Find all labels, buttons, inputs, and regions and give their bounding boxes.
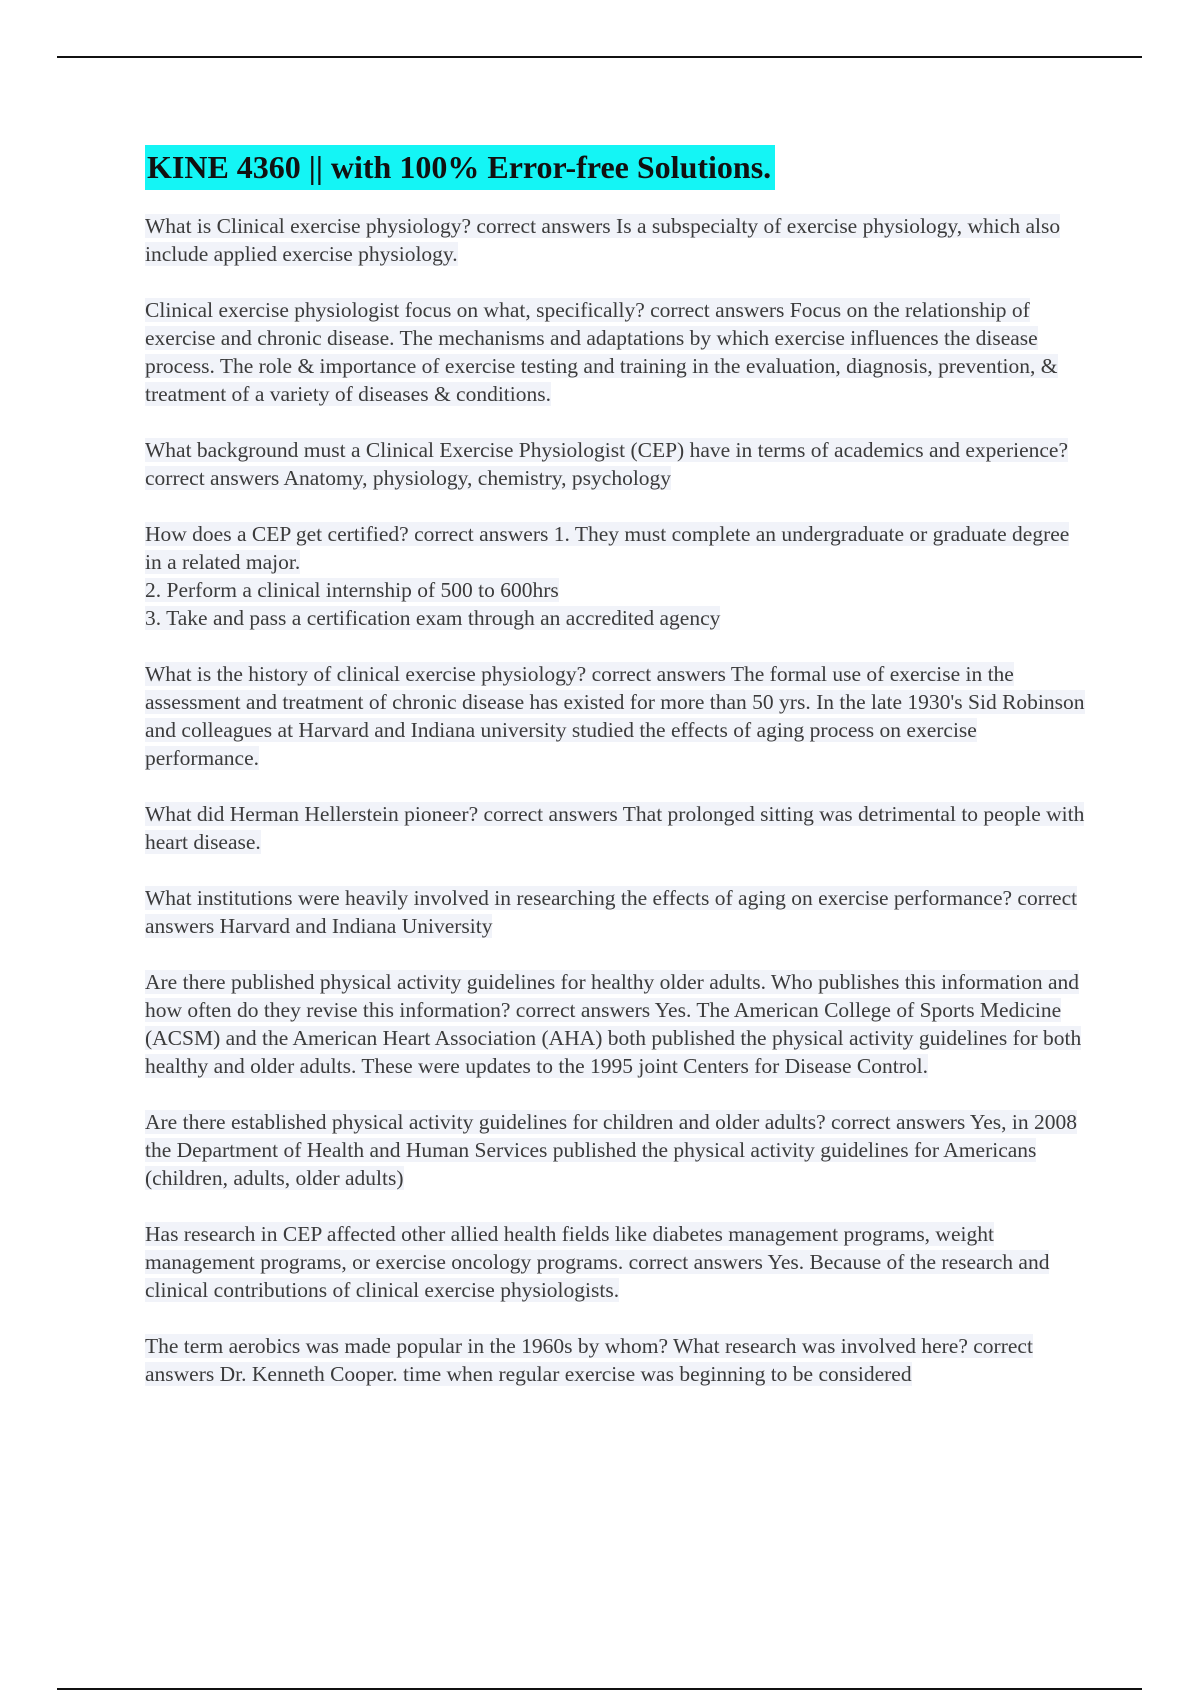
document-title: KINE 4360 || with 100% Error-free Solutions. — [145, 145, 775, 190]
qa-entry — [145, 436, 1090, 492]
qa-entry — [145, 800, 1090, 856]
qa-text: Clinical exercise physiologist focus on what, specifically? correct answers Focus on the relationship of exercise and chronic disease. The mechanisms and adaptations by which exercise influences the disease process. The role & importance of exercise testing and training in the evaluation, diagnosis, prevention, & treatment of a variety of diseases & conditions. — [145, 298, 1058, 406]
qa-entry — [145, 884, 1090, 940]
document-body — [145, 145, 1090, 1416]
qa-text: What is the history of clinical exercise physiology? correct answers The formal use of exercise in the assessment and treatment of chronic disease has existed for more than 50 yrs. In the late 1930's Sid Robinson and colleagues at Harvard and Indiana university studied the effects of aging process on exercise performance. — [145, 662, 1085, 770]
qa-entry — [145, 296, 1090, 408]
qa-text: What is Clinical exercise physiology? correct answers Is a subspecialty of exercise physiology, which also include applied exercise physiology. — [145, 214, 1061, 266]
qa-entry — [145, 520, 1090, 632]
bottom-rule — [57, 1688, 1142, 1690]
qa-text: How does a CEP get certified? correct answers 1. They must complete an undergraduate or graduate degree in a related major. — [145, 522, 1070, 574]
qa-text: Are there published physical activity guidelines for healthy older adults. Who publishes this information and how often do they revise this information? correct answers Yes. The American College of Sports Medicine (ACSM) and the American Heart Association (AHA) both published the physical activity guidelines for both healthy and older adults. These were updates to the 1995 joint Centers for Disease Control. — [145, 970, 1082, 1078]
qa-text: What institutions were heavily involved in researching the effects of aging on exercise performance? correct answers Harvard and Indiana University — [145, 886, 1078, 938]
qa-entry — [145, 1220, 1090, 1304]
qa-text: Has research in CEP affected other allied health fields like diabetes management programs, weight management programs, or exercise oncology programs. correct answers Yes. Because of the research and clinical contributions of clinical exercise physiologists. — [145, 1222, 1050, 1302]
qa-text: What did Herman Hellerstein pioneer? correct answers That prolonged sitting was detrimental to people with heart disease. — [145, 802, 1085, 854]
qa-entry — [145, 660, 1090, 772]
qa-text: The term aerobics was made popular in the 1960s by whom? What research was involved here? correct answers Dr. Kenneth Cooper. time when regular exercise was beginning to be considered — [145, 1334, 1033, 1386]
qa-entry — [145, 968, 1090, 1080]
qa-text: What background must a Clinical Exercise Physiologist (CEP) have in terms of academics and experience? correct answers Anatomy, physiology, chemistry, psychology — [145, 438, 1069, 490]
qa-text: 2. Perform a clinical internship of 500 to 600hrs — [145, 578, 559, 602]
qa-entry — [145, 212, 1090, 268]
qa-text: Are there established physical activity guidelines for children and older adults? correct answers Yes, in 2008 the Department of Health and Human Services published the physical activity guidelines for Americans (children, adults, older adults) — [145, 1110, 1077, 1190]
qa-text: 3. Take and pass a certification exam through an accredited agency — [145, 606, 721, 630]
qa-entry — [145, 1332, 1090, 1388]
qa-entry — [145, 1108, 1090, 1192]
top-rule — [57, 56, 1142, 58]
